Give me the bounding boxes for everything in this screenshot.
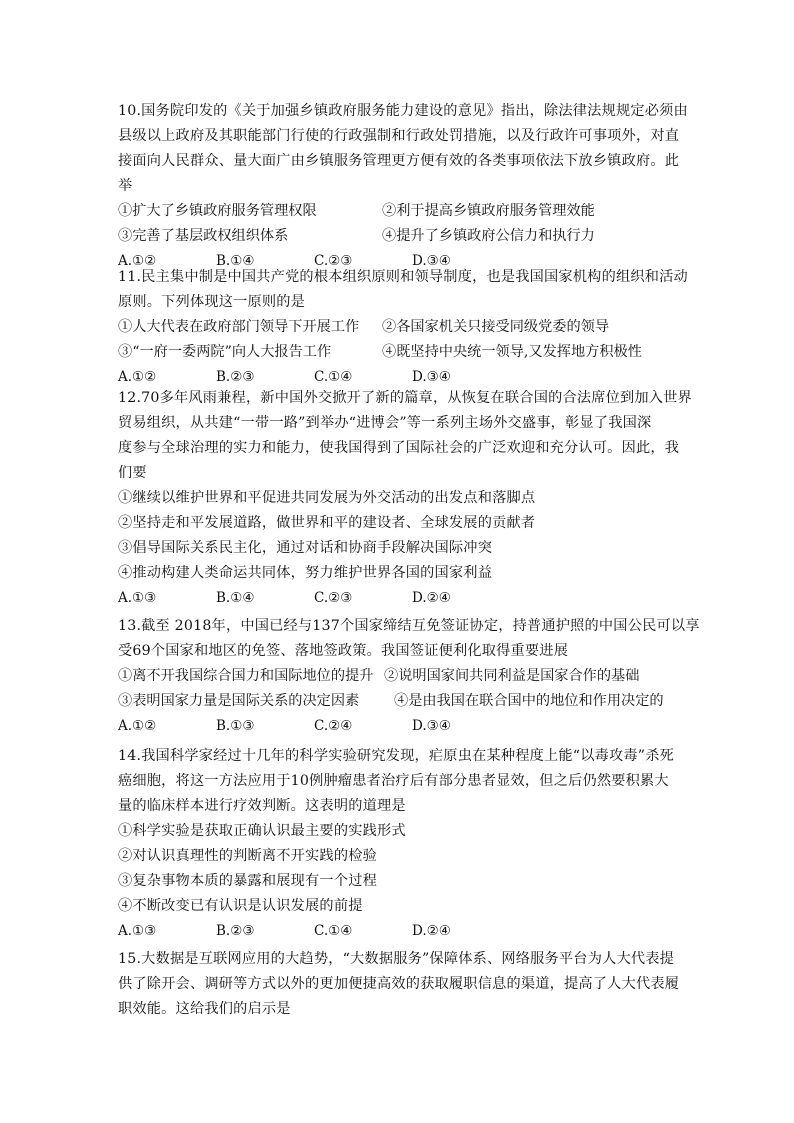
option-4: ④既坚持中央统一领导,又发挥地方积极性 (382, 344, 642, 360)
option-1: ①继续以维护世界和平促进共同发展为外交活动的出发点和落脚点 (118, 490, 536, 506)
option-3: ③表明国家力量是国际关系的决定因素 (118, 693, 360, 709)
option-row (118, 199, 678, 224)
question-stem-line: 接面向人民群众、量大面广由乡镇服务管理更方便有效的各类事项依法下放乡镇政府。此 (118, 153, 680, 169)
answer-c: C.②③ (314, 253, 353, 269)
answer-d: D.③④ (412, 718, 451, 734)
question-stem-line: 原则。下列体现这一原则的是 (118, 294, 306, 310)
question-stem-line: 15.大数据是互联网应用的大趋势，“大数据服务”保障体系、网络服务平台为人大代表提 (118, 951, 675, 967)
answer-choices (118, 919, 678, 944)
answer-b: B.②③ (216, 369, 255, 385)
option-row (118, 340, 678, 365)
question-15 (118, 947, 678, 1022)
answer-b: B.②③ (216, 923, 255, 939)
answer-b: B.①④ (216, 590, 255, 606)
option-2: ②对认识真理性的判断离不开实践的检验 (118, 848, 377, 864)
question-11 (118, 265, 688, 390)
answer-c: C.②③ (314, 590, 353, 606)
question-stem-line: 县级以上政府及其职能部门行使的行政强制和行政处罚措施，以及行政许可事项外，对直 (118, 128, 680, 144)
answer-c: C.①④ (314, 923, 353, 939)
option-2: ②坚持走和平发展道路，做世界和平的建设者、全球发展的贡献者 (118, 515, 536, 531)
question-stem-line: 14.我国科学家经过十几年的科学实验研究发现，疟原虫在某种程度上能“以毒攻毒”杀死 (118, 748, 675, 764)
option-2: ②说明国家间共同利益是国家合作的基础 (384, 668, 640, 684)
answer-a: A.①③ (118, 923, 157, 939)
question-stem-line: 13.截至 2018年，中国已经与137个国家缔结互免签证协定，持普通护照的中国公民可以享 (118, 618, 700, 634)
question-stem-line: 举 (118, 178, 133, 194)
question-stem-line: 12.70多年风雨兼程，新中国外交掀开了新的篇章，从恢复在联合国的合法席位到加入世界 (118, 390, 692, 406)
question-stem-line: 供了除开会、调研等方式以外的更加便捷高效的获取履职信息的渠道，提高了人大代表履 (118, 976, 680, 992)
answer-d: D.②④ (412, 590, 451, 606)
option-row (118, 224, 678, 249)
answer-a: A.①② (118, 718, 157, 734)
answer-d: D.③④ (412, 369, 451, 385)
answer-c: C.②④ (314, 718, 353, 734)
option-4: ④推动构建人类命运共同体，努力维护世界各国的国家利益 (118, 565, 493, 581)
question-stem-line: 11.民主集中制是中国共产党的根本组织原则和领导制度，也是我国国家机构的组织和活动 (118, 269, 688, 285)
question-stem-line: 10.国务院印发的《关于加强乡镇政府服务能力建设的意见》指出，除法律法规规定必须由 (118, 103, 688, 119)
question-12 (118, 386, 692, 611)
option-row (118, 315, 678, 340)
option-3: ③完善了基层政权组织体系 (118, 228, 289, 244)
option-3: ③倡导国际关系民主化，通过对话和协商手段解决国际冲突 (118, 540, 493, 556)
answer-d: D.②④ (412, 923, 451, 939)
answer-d: D.③④ (412, 253, 451, 269)
option-1: ①离不开我国综合国力和国际地位的提升 (118, 668, 374, 684)
answer-choices (118, 586, 678, 611)
question-stem-line: 量的临床样本进行疗效判断。这表明的道理是 (118, 798, 406, 814)
question-stem-line: 受69个国家和地区的免签、落地签政策。我国签证便利化取得重要进展 (118, 643, 569, 659)
question-10 (118, 99, 688, 274)
question-stem-line: 贸易组织，从共建“一带一路”到举办“进博会”等一系列主场外交盛事，彰显了我国深 (118, 415, 652, 431)
option-4: ④是由我国在联合国中的地位和作用决定的 (394, 693, 664, 709)
option-4: ④不断改变已有认识是认识发展的前提 (118, 898, 363, 914)
answer-a: A.①② (118, 369, 157, 385)
answer-b: B.①④ (216, 253, 255, 269)
option-3: ③复杂事物本质的暴露和展现有一个过程 (118, 873, 377, 889)
option-1: ①人大代表在政府部门领导下开展工作 (118, 319, 360, 335)
answer-a: A.①② (118, 253, 157, 269)
answer-c: C.①④ (314, 369, 353, 385)
question-stem-line: 癌细胞，将这一方法应用于10例肿瘤患者治疗后有部分患者显效，但之后仍然要积累大 (118, 773, 669, 789)
question-stem-line: 们要 (118, 465, 147, 481)
question-stem-line: 度参与全球治理的实力和能力，使我国得到了国际社会的广泛欢迎和充分认可。因此，我 (118, 440, 680, 456)
question-14 (118, 744, 678, 944)
option-4: ④提升了乡镇政府公信力和执行力 (382, 228, 595, 244)
option-row (118, 689, 678, 714)
option-row (118, 664, 678, 689)
option-1: ①扩大了乡镇政府服务管理权限 (118, 203, 317, 219)
answer-b: B.①③ (216, 718, 255, 734)
question-13 (118, 614, 700, 739)
option-3: ③“一府一委两院”向人大报告工作 (118, 344, 332, 360)
question-stem-line: 职效能。这给我们的启示是 (118, 1001, 291, 1017)
answer-choices (118, 714, 678, 739)
answer-a: A.①③ (118, 590, 157, 606)
option-2: ②各国家机关只接受同级党委的领导 (382, 319, 610, 335)
option-1: ①科学实验是获取正确认识最主要的实践形式 (118, 823, 406, 839)
option-2: ②利于提高乡镇政府服务管理效能 (382, 203, 595, 219)
